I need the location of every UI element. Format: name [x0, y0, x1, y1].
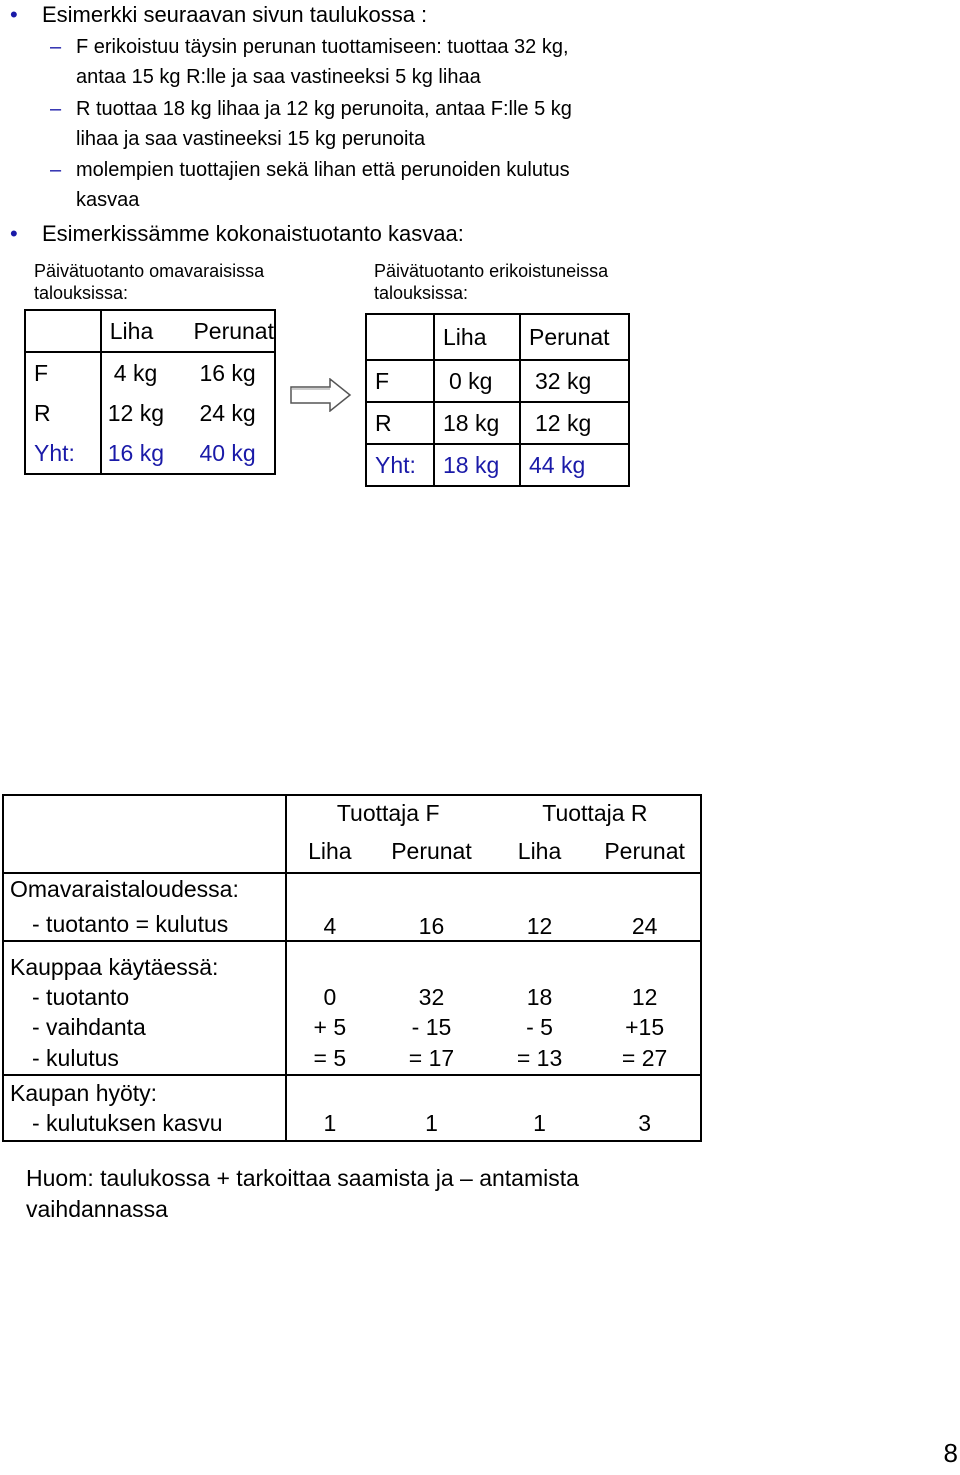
bullet-dot-icon: • — [10, 221, 18, 246]
row-label: R — [25, 393, 101, 433]
cell: 32 kg — [535, 367, 592, 394]
value-cell: 1 — [533, 1110, 546, 1136]
value-cell: 1 — [323, 1110, 337, 1136]
section-3-title: Kaupan hyöty: — [3, 1075, 286, 1107]
value-cell: = 5 — [313, 1045, 347, 1071]
producer-f-header: Tuottaja F — [286, 795, 490, 831]
header-liha: Liha — [109, 317, 154, 344]
value-cell: - 15 — [411, 1014, 452, 1040]
corner-cell — [3, 795, 286, 873]
value-cell: 4 — [323, 913, 337, 939]
header-liha: Liha — [434, 314, 520, 360]
value-cell: 12 — [526, 913, 553, 939]
value-cell: 32 — [418, 984, 445, 1010]
producer-r-header: Tuottaja R — [490, 795, 701, 831]
row-label: R — [366, 402, 434, 444]
value-cell: = 27 — [589, 1041, 701, 1075]
value-cell: +15 — [589, 1011, 701, 1041]
section-2-row-label: - kulutus — [3, 1041, 286, 1075]
value-cell: 3 — [589, 1107, 701, 1141]
row-label: F — [25, 352, 101, 393]
left-table-caption: Päivätuotanto omavaraisissa talouksissa: — [34, 261, 265, 303]
sub-header-liha: Liha — [308, 838, 352, 864]
bullet-2-text: Esimerkissämme kokonaistuotanto kasvaa: — [42, 221, 464, 246]
value-cell: 16 — [418, 913, 445, 939]
header-perunat: Perunat — [193, 317, 274, 344]
value-cell: 0 — [323, 984, 337, 1010]
header-empty — [25, 310, 101, 352]
value-cell: 1 — [425, 1110, 438, 1136]
value-cell: 24 — [589, 903, 701, 941]
right-table-caption: Päivätuotanto erikoistuneissa talouksissa: — [374, 261, 609, 303]
dash-icon: – — [50, 159, 62, 181]
dash-icon: – — [50, 98, 62, 120]
page-number: 8 — [943, 1438, 958, 1468]
header-perunat: Perunat — [529, 323, 610, 350]
section-1-row-label: - tuotanto = kulutus — [3, 903, 286, 941]
section-3-row-label: - kulutuksen kasvu — [3, 1107, 286, 1141]
cell-total: 44 kg — [529, 451, 586, 478]
section-2-row-label: - vaihdanta — [3, 1011, 286, 1041]
value-cell: - 5 — [526, 1014, 553, 1040]
section-1-title: Omavaraistaloudessa: — [3, 873, 286, 903]
section-2-row-label: - tuotanto — [3, 981, 286, 1011]
cell-total: 16 kg — [107, 439, 165, 466]
footnote: Huom: taulukossa + tarkoittaa saamista ja – antamista vaihdannassa — [26, 1165, 579, 1222]
cell: 24 kg — [199, 399, 256, 426]
dash-icon: – — [50, 36, 62, 58]
sub-bullet-3-text: molempien tuottajien sekä lihan että perunoiden kulutus kasvaa — [76, 159, 570, 211]
bullet-1-text: Esimerkki seuraavan sivun taulukossa : — [42, 2, 428, 27]
cell-total: 40 kg — [199, 439, 256, 466]
cell: 12 kg — [535, 409, 592, 436]
row-label-total: Yht: — [25, 433, 101, 474]
sub-header-perunat: Perunat — [391, 838, 472, 864]
value-cell: 18 — [526, 984, 553, 1010]
value-cell: = 13 — [516, 1045, 563, 1071]
value-cell: = 17 — [408, 1045, 455, 1071]
sub-header-perunat: Perunat — [589, 831, 701, 873]
bullet-dot-icon: • — [10, 2, 18, 27]
left-production-table — [24, 309, 276, 475]
trade-benefit-table — [2, 794, 702, 1142]
sub-bullet-1-text: F erikoistuu täysin perunan tuottamiseen: tuottaa 32 kg, antaa 15 kg R:lle ja saa vastineeksi 5 kg lihaa — [76, 36, 569, 88]
cell-total: 18 kg — [434, 444, 520, 486]
right-production-table — [365, 313, 630, 487]
cell: 12 kg — [107, 399, 165, 426]
sub-bullet-2-text: R tuottaa 18 kg lihaa ja 12 kg perunoita, antaa F:lle 5 kg lihaa ja saa vastineeksi 15 kg perunoita — [76, 98, 572, 150]
row-label-total: Yht: — [366, 444, 434, 486]
cell: 0 kg — [434, 360, 520, 402]
section-2-title: Kauppaa käytäessä: — [3, 941, 286, 981]
right-arrow-icon — [290, 378, 352, 412]
bullet-1 — [0, 0, 960, 29]
cell: 16 kg — [199, 359, 256, 386]
bullet-2 — [0, 219, 960, 248]
header-empty — [366, 314, 434, 360]
sub-header-liha: Liha — [517, 838, 562, 864]
cell: 4 kg — [113, 359, 158, 386]
value-cell: + 5 — [313, 1014, 347, 1040]
cell: 18 kg — [434, 402, 520, 444]
value-cell: 12 — [589, 981, 701, 1011]
row-label: F — [366, 360, 434, 402]
